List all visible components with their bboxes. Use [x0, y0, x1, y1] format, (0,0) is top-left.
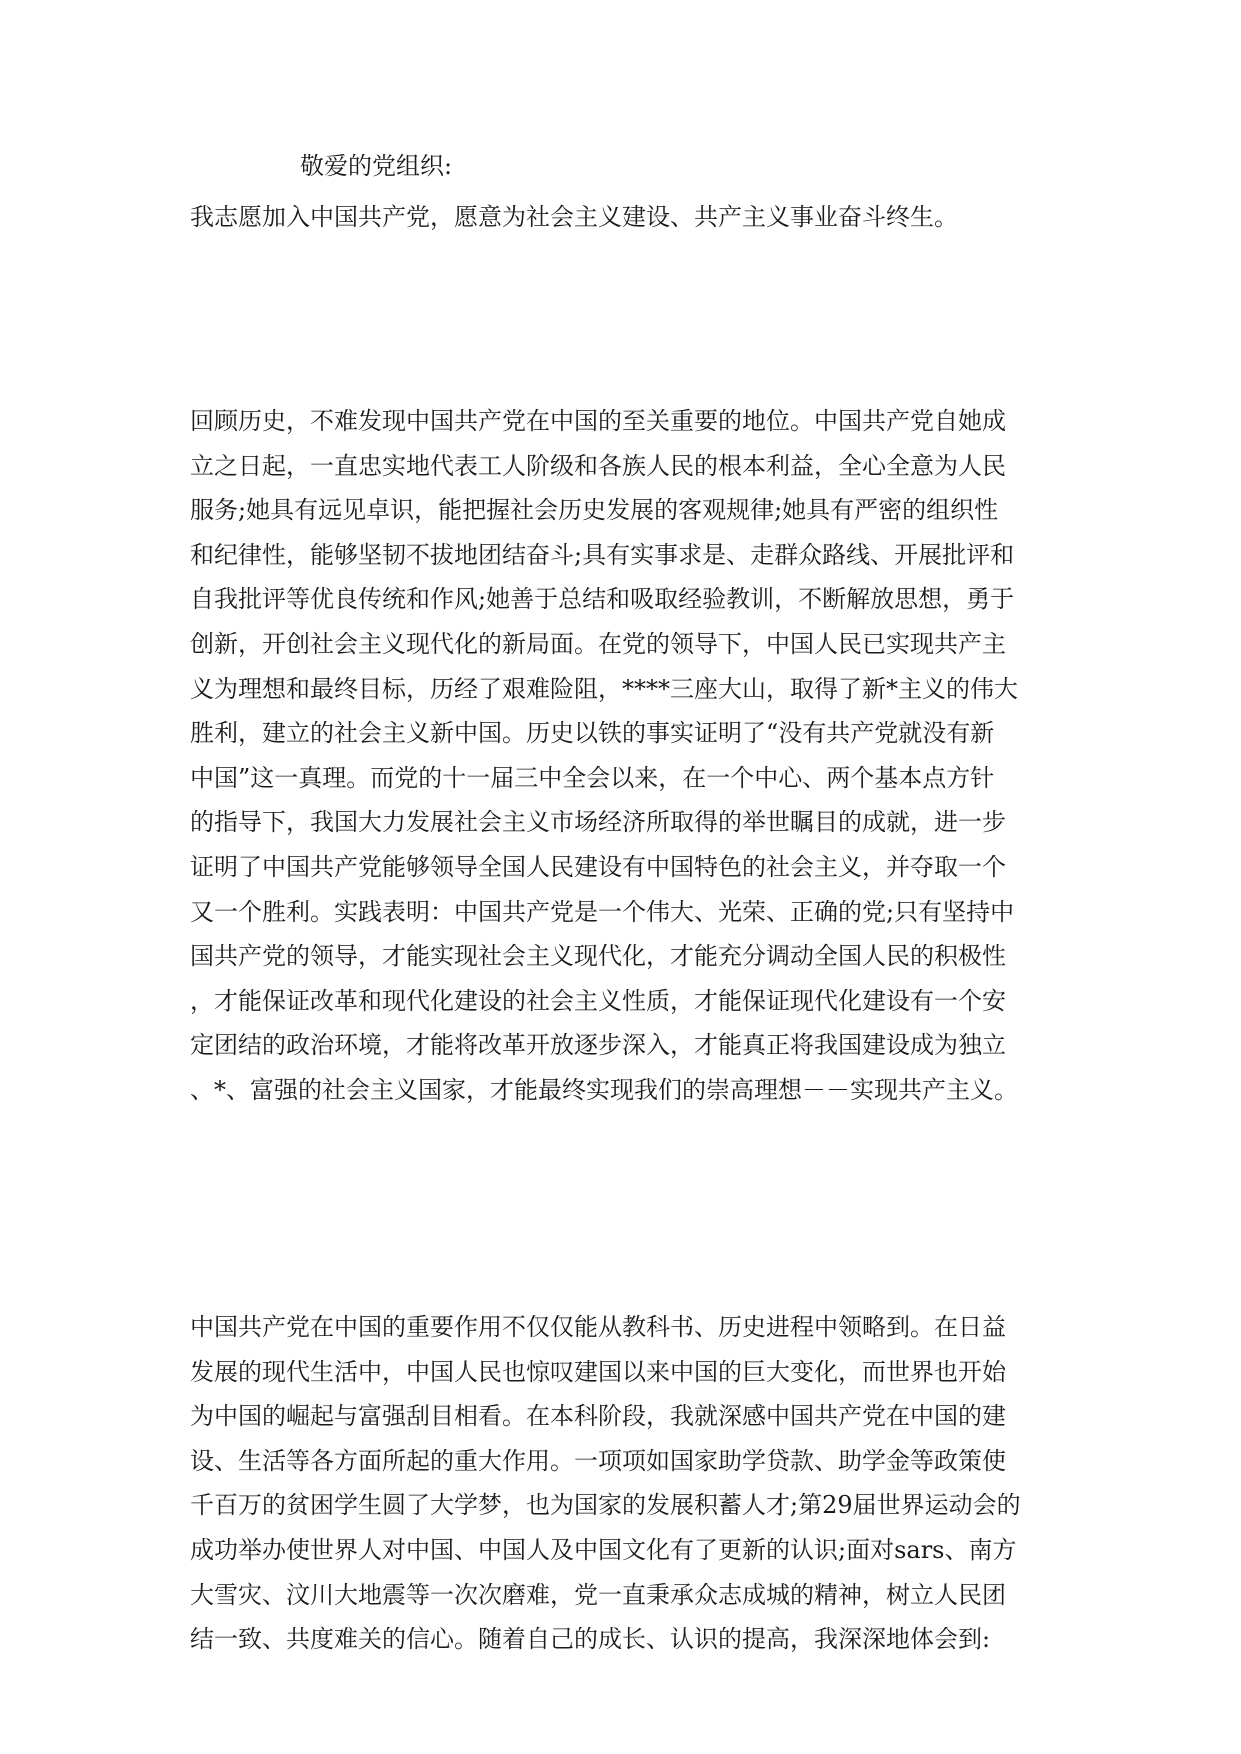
text-line: 服务;她具有远见卓识，能把握社会历史发展的客观规律;她具有严密的组织性	[190, 496, 999, 525]
text-line: ，才能保证改革和现代化建设的社会主义性质，才能保证现代化建设有一个安	[190, 986, 1006, 1015]
text-line: 大雪灾、汶川大地震等一次次磨难，党一直秉承众志成城的精神，树立人民团	[190, 1580, 1006, 1609]
text-line: 创新，开创社会主义现代化的新局面。在党的领导下，中国人民已实现共产主	[190, 629, 1006, 658]
text-line: 结一致、共度难关的信心。随着自己的成长、认识的提高，我深深地体会到:	[190, 1625, 991, 1654]
text-line: 证明了中国共产党能够领导全国人民建设有中国特色的社会主义，并夺取一个	[190, 852, 1006, 881]
text-line: 我志愿加入中国共产党，愿意为社会主义建设、共产主义事业奋斗终生。	[190, 203, 958, 231]
paragraph-modern-role	[190, 1305, 1050, 1662]
text-line: 成功举办使世界人对中国、中国人及中国文化有了更新的认识;面对sars、南方	[190, 1535, 1017, 1564]
text-line: 又一个胜利。实践表明：中国共产党是一个伟大、光荣、正确的党;只有坚持中	[190, 897, 1015, 926]
text-line: 和纪律性，能够坚韧不拔地团结奋斗;具有实事求是、走群众路线、开展批评和	[190, 540, 1015, 569]
text-line: 千百万的贫困学生圆了大学梦，也为国家的发展积蓄人才;第29届世界运动会的	[190, 1491, 1021, 1520]
text-line: 胜利，建立的社会主义新中国。历史以铁的事实证明了“没有共产党就没有新	[190, 719, 995, 748]
text-line: 发展的现代生活中，中国人民也惊叹建国以来中国的巨大变化，而世界也开始	[190, 1357, 1006, 1386]
text-line: 为中国的崛起与富强刮目相看。在本科阶段，我就深感中国共产党在中国的建	[190, 1402, 1006, 1431]
text-line: 国共产党的领导，才能实现社会主义现代化，才能充分调动全国人民的积极性	[190, 942, 1006, 971]
paragraph-history	[190, 399, 1050, 1113]
text-line: 的指导下，我国大力发展社会主义市场经济所取得的举世瞩目的成就，进一步	[190, 808, 1006, 837]
text-line: 义为理想和最终目标，历经了艰难险阻，****三座大山，取得了新*主义的伟大	[190, 674, 1018, 703]
text-line: 中国”这一真理。而党的十一届三中全会以来，在一个中心、两个基本点方针	[190, 763, 995, 792]
salutation: 敬爱的党组织:	[300, 152, 453, 180]
text-line: 自我批评等优良传统和作风;她善于总结和吸取经验教训，不断解放思想，勇于	[190, 585, 1015, 614]
text-line: 设、生活等各方面所起的重大作用。一项项如国家助学贷款、助学金等政策使	[190, 1446, 1006, 1475]
text-line: 回顾历史，不难发现中国共产党在中国的至关重要的地位。中国共产党自她成	[190, 407, 1006, 435]
text-line: 、*、富强的社会主义国家，才能最终实现我们的崇高理想－－实现共产主义。	[190, 1075, 1018, 1104]
text-line: 定团结的政治环境，才能将改革开放逐步深入，才能真正将我国建设成为独立	[190, 1031, 1006, 1060]
paragraph-commitment	[190, 195, 1050, 240]
text-line: 中国共产党在中国的重要作用不仅仅能从教科书、历史进程中领略到。在日益	[190, 1313, 1006, 1341]
text-line: 立之日起，一直忠实地代表工人阶级和各族人民的根本利益，全心全意为人民	[190, 451, 1006, 480]
